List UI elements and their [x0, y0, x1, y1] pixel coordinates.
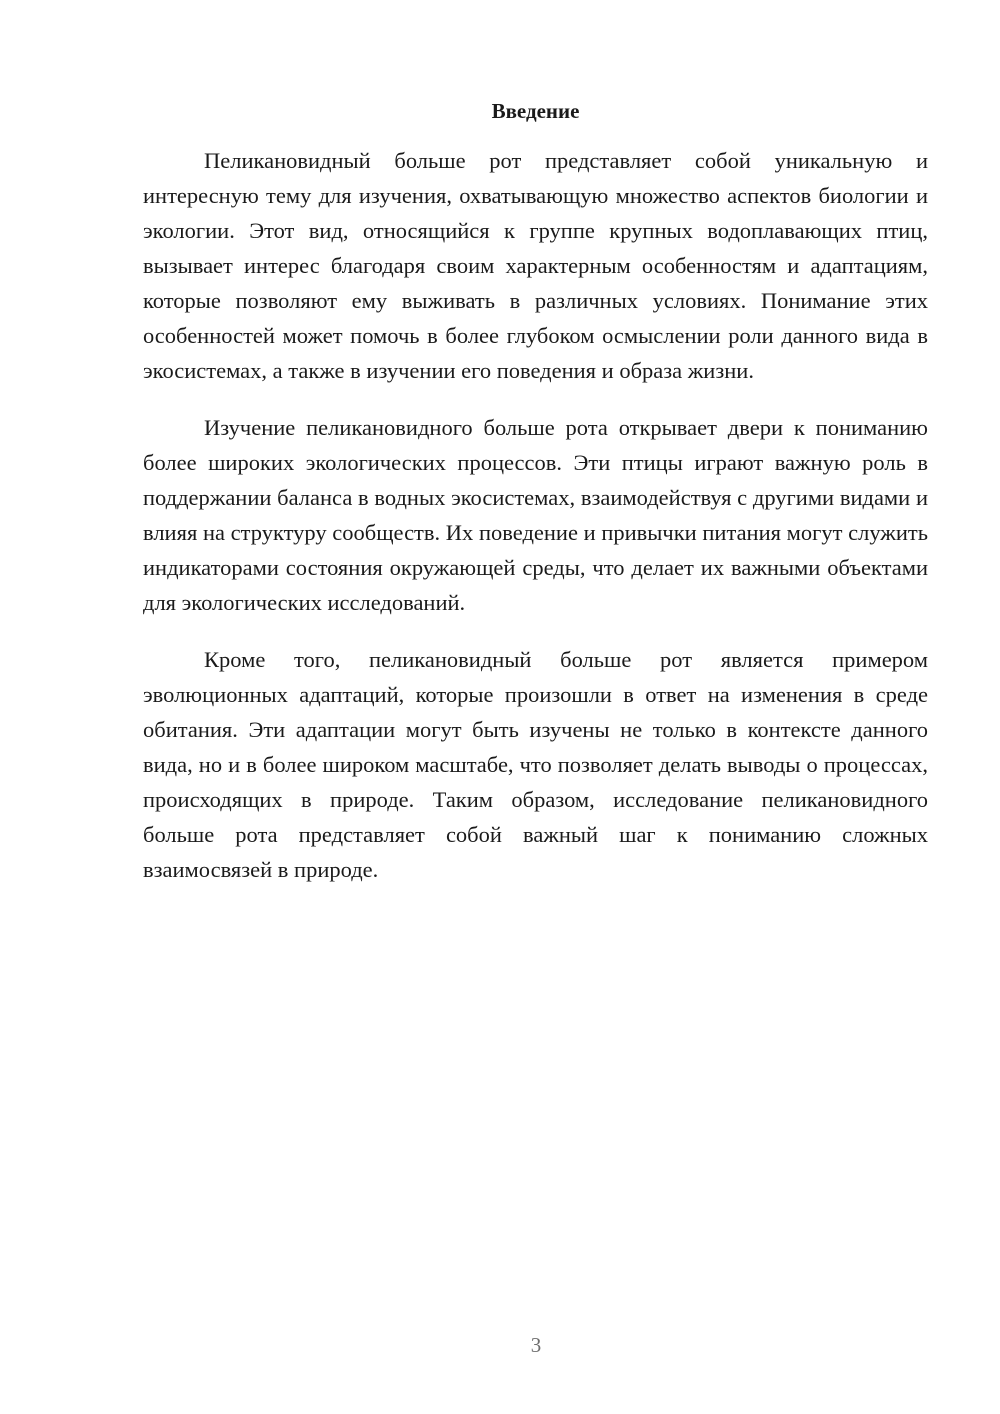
page-number: 3: [530, 1333, 542, 1357]
page-content: [143, 96, 928, 909]
section-heading: Введение: [491, 99, 580, 123]
paragraph: Пеликановидный больше рот представляет собой уникальную и интересную тему для изучения, охватывающую множество аспектов биологии и экологии. Этот вид, относящийся к группе крупных водоплавающих птиц, вызывает интерес благодаря своим характерным особенностям и адаптациям, которые позволяют ему выживать в различных условиях. Понимание этих особенностей может помочь в более глубоком осмыслении роли данного вида в экосистемах, а также в изучении его поведения и образа жизни.: [143, 148, 928, 383]
paragraph: Кроме того, пеликановидный больше рот является примером эволюционных адаптаций, которые произошли в ответ на изменения в среде обитания. Эти адаптации могут быть изучены не только в контексте данного вида, но и в более широком масштабе, что позволяет делать выводы о процессах, происходящих в природе. Таким образом, исследование пеликановидного больше рота представляет собой важный шаг к пониманию сложных взаимосвязей в природе.: [143, 647, 928, 882]
paragraph: Изучение пеликановидного больше рота открывает двери к пониманию более широких экологических процессов. Эти птицы играют важную роль в поддержании баланса в водных экосистемах, взаимодействуя с другими видами и влияя на структуру сообществ. Их поведение и привычки питания могут служить индикаторами состояния окружающей среды, что делает их важными объектами для экологических исследований.: [143, 415, 928, 615]
